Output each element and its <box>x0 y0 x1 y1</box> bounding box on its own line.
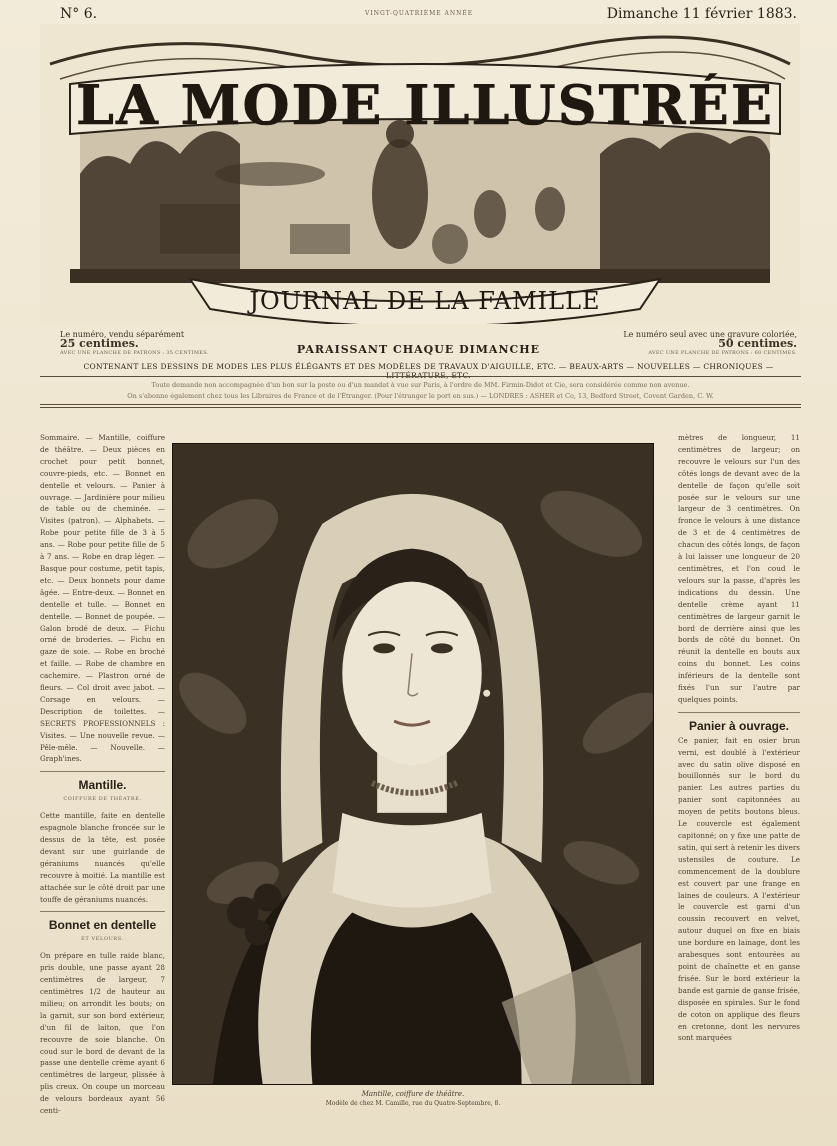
masthead-subtitle: JOURNAL DE LA FAMILLE <box>249 287 601 315</box>
price-left-line1: Le numéro, vendu séparément <box>60 330 185 339</box>
price-right-small: AVEC UNE PLANCHE DE PATRONS : 60 CENTIMES. <box>648 350 797 356</box>
masthead-engraving <box>40 24 800 324</box>
column-divider <box>40 911 165 912</box>
mantille-heading: Mantille. <box>78 778 127 793</box>
notice-line-1: Toute demande non accompagnée d'un bon sur la poste ou d'un mandat à vue sur Paris, à l'ordre de MM. Firmin-Didot et Cie, sera considérée comme non avenue. <box>151 381 690 389</box>
price-right-price: 50 centimes. <box>718 337 797 350</box>
price-right-line1: Le numéro seul avec une gravure coloriée, <box>623 330 797 339</box>
divider-rule <box>40 404 801 405</box>
caption-title: Mantille, coiffure de théâtre. <box>361 1090 465 1098</box>
top-line <box>60 6 797 24</box>
price-left-small: AVEC UNE PLANCHE DE PATRONS : 35 CENTIMES. <box>60 350 209 356</box>
price-left-price: 25 centimes. <box>60 337 139 350</box>
tagline: PARAISSANT CHAQUE DIMANCHE <box>296 343 541 356</box>
bonnet-heading: Bonnet en dentelle <box>48 918 157 933</box>
issue-date: Dimanche 11 février 1883. <box>606 6 797 22</box>
sommaire-text: Sommaire. — Mantille, coiffure de théâtre. — Deux pièces en crochet pour petit bonnet, couvre-pieds, etc. — Bonnet en dentelle et velours. — Panier à ouvrage. — Jardinière pour milieu de table ou de cheminée. — Visites (patron). — Alphabets. — Robe pour petite fille de 3 à 5 ans. — Robe pour petite fille de 5 à 7 ans. — Robe en drap léger. — Basque pour costume, petit tapis, etc. — Deux bonnets pour dame âgée. — Entre-deux. — Bonnet en dentelle et tulle. — Bonnet en dentelle. — Bonnet de poupée. — Galon brodé de deux. — Fichu orné de broderies. — Fichu en gaze de soie. — Robe en broché et faille. — Robe de chambre en cachemire. — Plastron orné de fleurs. — Col droit avec jabot. — Corsage en velours. — Description de toilettes. — SECRETS PROFESSIONNELS : Visites. — Une nouvelle revue. — Pêle-mêle. — Nouvelle. — Graph'ines. <box>40 433 165 764</box>
bonnet-subheading: ET VELOURS. <box>81 936 124 943</box>
year-label: VINGT-QUATRIÈME ANNÉE <box>365 10 474 17</box>
mantille-text: Cette mantille, faite en dentelle espagnole blanche froncée sur le dessus de la tête, est posée devant sur une guirlande de géraniums nuancés qu'elle recouvre à moitié. La mantille est attachée sur le côté droit par une touffe de géraniums nuancés. <box>40 811 165 904</box>
issue-number: N° 6. <box>60 6 98 22</box>
portrait-caption <box>172 1090 654 1108</box>
contents-line: CONTENANT LES DESSINS DE MODES LES PLUS ÉLÉGANTS ET DES MODÈLES DE TRAVAUX D'AIGUILLE, ETC. — BEAUX-ARTS — NOUVELLES — CHRONIQUES — <box>83 362 774 371</box>
masthead-title: LA MODE ILLUSTRÉE <box>76 73 774 137</box>
portrait-engraving <box>172 443 654 1085</box>
divider-rule <box>40 407 801 408</box>
divider-rule <box>40 376 801 377</box>
bonnet-text: On prépare en tulle raide blanc, pris double, une passe ayant 28 centimètres de largeur, 7 centimètres 1/2 de hauteur au milieu; on arrondit les bouts; on la garnit, sur son bord extérieur, d'un fil de laiton, que l'on recouvre de soie blanche. On coud sur le bord de devant de la passe une dentelle crème ayant 6 centimètres de largeur, plissée à plis creux. On coupe un morceau de velours bordeaux ayant 56 centi- <box>40 951 165 1116</box>
mantille-subheading: COIFFURE DE THÉATRE. <box>63 796 142 803</box>
price-right <box>612 330 797 358</box>
left-column <box>40 432 165 1117</box>
caption-credit: Modèle de chez M. Camille, rue du Quatre-Septembre, 8. <box>325 1100 501 1107</box>
notice-line-2: On s'abonne également chez tous les Libraires de France et de l'Étranger. (Pour l'étranger le port en sus.) — LONDRES : ASHER et Co, 13, Bedford Street, Covent Garden, C. W. <box>127 392 714 400</box>
panier-text: Ce panier, fait en osier brun verni, est doublé à l'extérieur avec du satin olive disposé en bouillonnés sur le bord du panier. Les autres parties du panier sont capitonnées au moyen de petits boutons bleus. Le couvercle est également capitonné; on y fixe une patte de satin, qui sert à retenir les divers ustensiles de couture. Le commencement de la doublure est couvert par une frange en laines de couleurs. A l'extérieur le couvercle est garni d'un coussin recouvert en velvet, autour duquel on fixe en biais une bordure en lainage, dont les arabesques sont entourées au point de chaînette et en ganse frisée. Sur le bord extérieur la bande est garnie de ganse frisée, disposée en spirales. Sur le fond de coton on applique des fleurs en cretonne, dont les nervures sont marquées <box>678 735 800 1043</box>
panier-heading: Panier à ouvrage. <box>688 718 790 733</box>
right-column <box>678 432 800 1044</box>
bonnet-continued-text: mètres de longueur, 11 centimètres de largeur; on recouvre le velours sur l'un des côtés longs de devant avec de la dentelle de façon qu'elle soit posée sur le velours sur une largeur de 3 centimètres. On fronce le velours à une distance de 3 et de 4 centimètres de chacun des côtés longs, de façon à lui laisser une longueur de 20 centimètres, et l'on coud le velours sur la passe, d'après les indications du dessin. Une dentelle crème ayant 11 centimètres de largeur garnit le bord de derrière ainsi que les bords de côté du bonnet. On réunit la dentelle en bouts aux coins du bonnet. Les coins inférieurs de la dentelle sont fixés l'un sur l'autre par quelques points. <box>678 433 800 704</box>
column-divider <box>40 771 165 772</box>
column-divider <box>678 712 800 713</box>
